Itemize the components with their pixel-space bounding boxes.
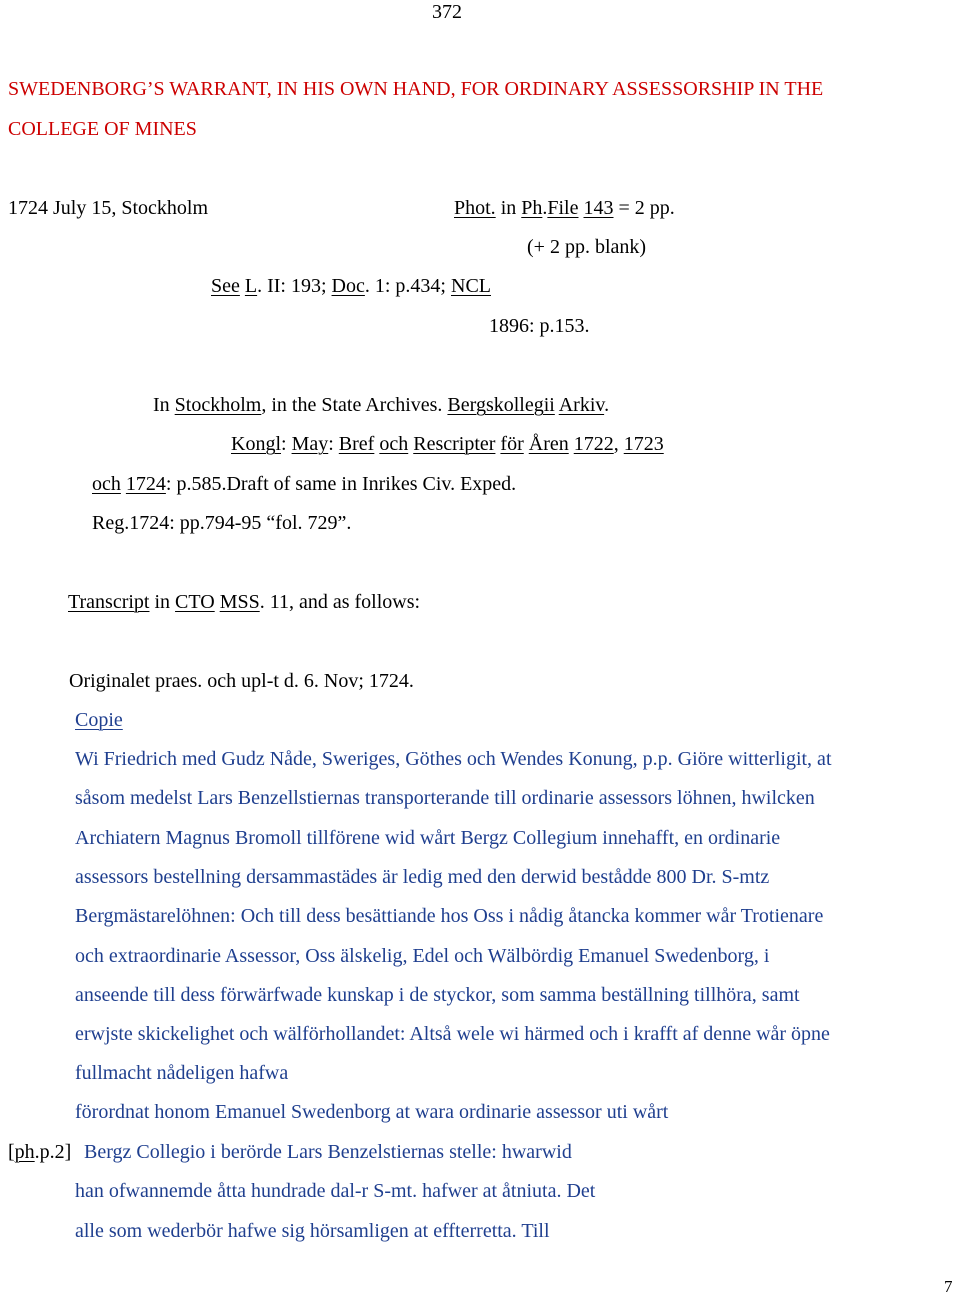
ref-ncl: NCL — [451, 275, 491, 297]
ref-text: . — [542, 197, 548, 219]
loc-arkiv: Arkiv — [558, 394, 605, 416]
location-line1 — [153, 395, 609, 415]
see-references — [211, 276, 491, 296]
photo-reference — [454, 198, 675, 218]
ref-doc: Doc — [331, 275, 365, 297]
transcript-line: Archiatern Magnus Bromoll tillförene wid wårt Bergz Collegium innehafft, en ordinarie — [75, 827, 781, 849]
loc-rescripter: Rescripter — [413, 433, 496, 455]
transcript-line: anseende till dess förwärfwade kunskap i de styckor, som samma beställning tillhöra, samt — [75, 984, 800, 1006]
marker-text: [ — [8, 1141, 15, 1163]
location-line2 — [231, 434, 664, 454]
footer-page-number: 7 — [944, 1277, 953, 1296]
transcript-line: Bergmästarelöhnen: Och till dess besättiande hos Oss i nådig åtancka kommer wår Trotienare — [75, 905, 824, 927]
loc-for: för — [500, 433, 524, 455]
loc-1722: 1722 — [573, 433, 614, 455]
loc-text: , in the State Archives. — [261, 394, 448, 416]
ref-cto: CTO — [175, 591, 215, 613]
page-number: 372 — [432, 1, 462, 23]
transcript-line: fullmacht nådeligen hafwa — [75, 1062, 289, 1084]
location-line3 — [92, 474, 516, 494]
transcript-line: såsom medelst Lars Benzellstiernas transporterande till ordinarie assessors löhnen, hwilcken — [75, 787, 815, 809]
document-heading-line2: COLLEGE OF MINES — [8, 118, 197, 140]
ref-mss: MSS — [219, 591, 260, 613]
transcript-line: Bergz Collegio i berörde Lars Benzelstiernas stelle: hwarwid — [84, 1141, 572, 1163]
see-continuation: 1896: p.153. — [489, 315, 590, 337]
loc-text: : — [328, 433, 339, 455]
loc-may: May — [291, 433, 329, 455]
ref-text: . 11, and as follows: — [259, 591, 421, 613]
transcript-line: alle som wederbör hafwe sig hörsamligen at effterretta. Till — [75, 1220, 550, 1242]
ref-phot: Phot. — [454, 197, 496, 219]
ref-ph: Ph — [521, 197, 543, 219]
loc-text: : p.585.Draft of same in Inrikes Civ. Exped. — [165, 473, 517, 495]
loc-bergskollegii: Bergskollegii — [447, 394, 555, 416]
ref-transcript: Transcript — [68, 591, 150, 613]
page-marker — [8, 1142, 71, 1162]
loc-1724: 1724 — [125, 473, 166, 495]
transcript-line: assessors bestellning dersammastädes är ledig med den derwid bestådde 800 Dr. S-mtz — [75, 866, 770, 888]
loc-kongl: Kongl — [231, 433, 281, 455]
loc-och: och — [379, 433, 409, 455]
transcript-line: han ofwannemde åtta hundrade dal-r S-mt. hafwer at åtniuta. Det — [75, 1180, 596, 1202]
ref-text: in — [495, 197, 522, 219]
marker-ph: ph — [14, 1141, 35, 1163]
transcript-line: och extraordinarie Assessor, Oss älskelig, Edel och Wälbördig Emanuel Swedenborg, i — [75, 945, 770, 967]
loc-stockholm: Stockholm — [174, 394, 262, 416]
marker-text: .p.2] — [34, 1141, 72, 1163]
transcript-note — [68, 592, 420, 612]
ref-143: 143 — [583, 197, 614, 219]
loc-text: , — [613, 433, 624, 455]
ref-file: File — [547, 197, 579, 219]
transcript-line: förordnat honom Emanuel Swedenborg at wara ordinarie assessor uti wårt — [75, 1101, 669, 1123]
loc-och: och — [92, 473, 121, 495]
transcript-line: erwjste skickelighet och wälförhollandet: Altså wele wi härmed och i krafft af denne wår öpne — [75, 1023, 830, 1045]
originalet-note: Originalet praes. och upl-t d. 6. Nov; 1724. — [69, 670, 414, 692]
date-place: 1724 July 15, Stockholm — [8, 197, 209, 219]
copie-label: Copie — [75, 709, 123, 731]
loc-text: In — [153, 394, 175, 416]
ref-text: . 1: p.434; — [364, 275, 451, 297]
loc-text: . — [604, 394, 610, 416]
ref-text: = 2 pp. — [613, 197, 675, 219]
document-heading-line1: SWEDENBORG’S WARRANT, IN HIS OWN HAND, FOR ORDINARY ASSESSORSHIP IN THE — [8, 78, 824, 100]
loc-bref: Bref — [338, 433, 375, 455]
loc-aren: Åren — [528, 433, 569, 455]
ref-see: See — [211, 275, 240, 297]
transcript-line: Wi Friedrich med Gudz Nåde, Sweriges, Göthes och Wendes Konung, p.p. Giöre witterligit, at — [75, 748, 832, 770]
ref-text: . II: 193; — [257, 275, 332, 297]
loc-1723: 1723 — [623, 433, 664, 455]
ref-l: L — [244, 275, 258, 297]
blank-note: (+ 2 pp. blank) — [527, 236, 647, 258]
location-line4: Reg.1724: pp.794-95 “fol. 729”. — [92, 512, 352, 534]
ref-text: in — [149, 591, 176, 613]
loc-text: : — [281, 433, 292, 455]
